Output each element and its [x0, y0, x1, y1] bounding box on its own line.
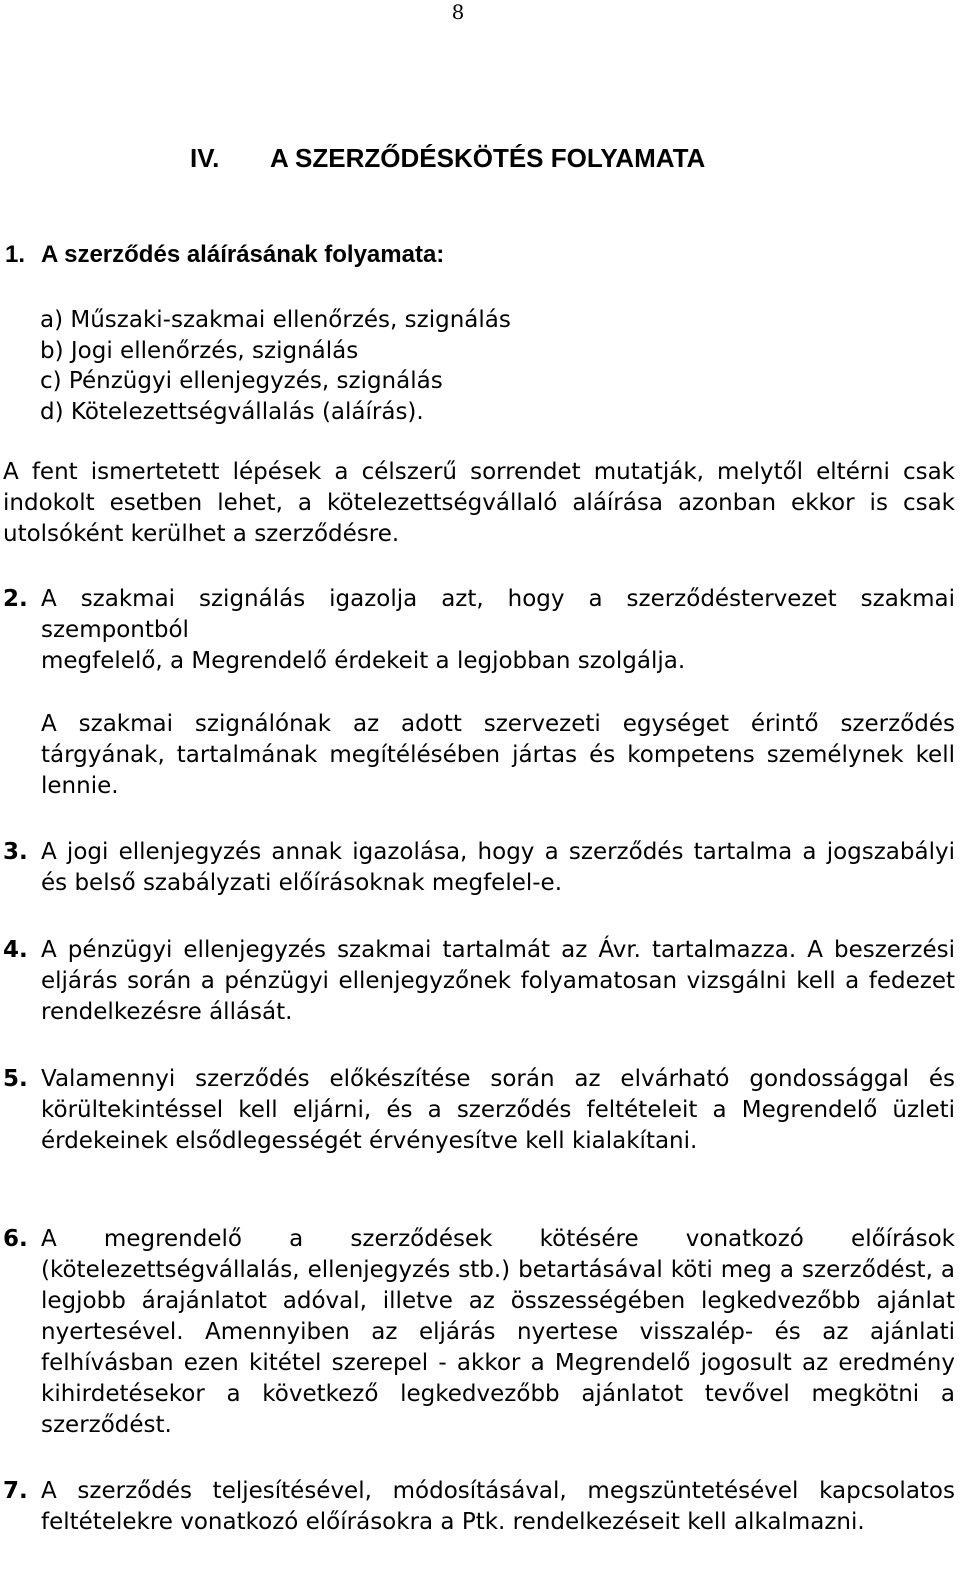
numbered-item-5 [3, 1064, 955, 1157]
item-text: A szerződés teljesítésével, módosításával, megszüntetésével kapcsolatos feltételekre vonatkozó előírásokra a Ptk. rendelkezéseit kell alkalmazni. [41, 1478, 955, 1535]
list-item: b) Jogi ellenőrzés, szignálás [40, 337, 359, 364]
numbered-item-6 [3, 1224, 955, 1441]
item-number: 5. [3, 1066, 28, 1092]
item-2-sub-paragraph: A szakmai szignálónak az adott szervezeti egységet érintő szerződés tárgyának, tartalmának megítélésében jártas és kompetens személynek kell lennie. [41, 711, 955, 799]
signing-steps-list [40, 305, 511, 427]
item-number: 3. [3, 839, 28, 865]
list-item: a) Műszaki-szakmai ellenőrzés, szignálás [40, 307, 511, 333]
item-text: A jogi ellenjegyzés annak igazolása, hogy a szerződés tartalma a jogszabályi és belső szabályzati előírásoknak megfelel-e. [41, 839, 955, 896]
section-heading [5, 241, 444, 269]
chapter-title: A SZERZŐDÉSKÖTÉS FOLYAMATA [270, 143, 706, 173]
numbered-item-2 [3, 584, 955, 677]
item-number: 7. [3, 1478, 28, 1504]
chapter-number: IV. [190, 143, 220, 173]
section-title: A szerződés aláírásának folyamata: [41, 241, 445, 268]
item-number: 2. [3, 586, 28, 612]
numbered-item-4 [3, 935, 955, 1028]
item-text: A megrendelő a szerződések kötésére vonatkozó előírások (kötelezettségvállalás, ellenjegyzés stb.) betartásával köti meg a szerződést, a legjobb árajánlatot adóval, illetve az összességében legkedvezőbb ajánlat nyertesével. Amennyiben az eljárás nyertese visszalép- és az ajánlati felhívásban ezen kitétel szerepel - akkor a Megrendelő jogosult az eredmény kihirdetésekor a következő legkedvezőbb ajánlatot tevővel megkötni a szerződést. [41, 1226, 955, 1438]
item-text: A pénzügyi ellenjegyzés szakmai tartalmát az Ávr. tartalmazza. A beszerzési eljárás során a pénzügyi ellenjegyzőnek folyamatosan vizsgálni kell a fedezet rendelkezésre állását. [41, 937, 955, 1025]
list-item: d) Kötelezettségvállalás (aláírás). [40, 398, 424, 425]
list-item: c) Pénzügyi ellenjegyzés, szignálás [40, 368, 443, 394]
item-number: 4. [3, 937, 28, 963]
chapter-heading [190, 143, 705, 174]
item-text-line1: A szakmai szignálás igazolja azt, hogy a szerződéstervezet szakmai szempontból [41, 586, 955, 643]
page-number: 8 [451, 0, 465, 24]
item-text-line2: megfelelő, a Megrendelő érdekeit a legjobban szolgálja. [41, 648, 686, 674]
section-number: 1. [5, 241, 26, 268]
item-text: Valamennyi szerződés előkészítése során az elvárható gondossággal és körültekintéssel kell eljárni, és a szerződés feltételeit a Megrendelő üzleti érdekeinek elsődlegességét érvényesítve kell kialakítani. [41, 1066, 955, 1154]
numbered-item-3 [3, 837, 955, 899]
item-number: 6. [3, 1226, 28, 1252]
numbered-item-7 [3, 1476, 955, 1538]
intro-paragraph: A fent ismertetett lépések a célszerű sorrendet mutatják, melytől eltérni csak indokolt esetben lehet, a kötelezettségvállaló aláírása azonban ekkor is csak utolsóként kerülhet a szerződésre. [3, 459, 955, 547]
